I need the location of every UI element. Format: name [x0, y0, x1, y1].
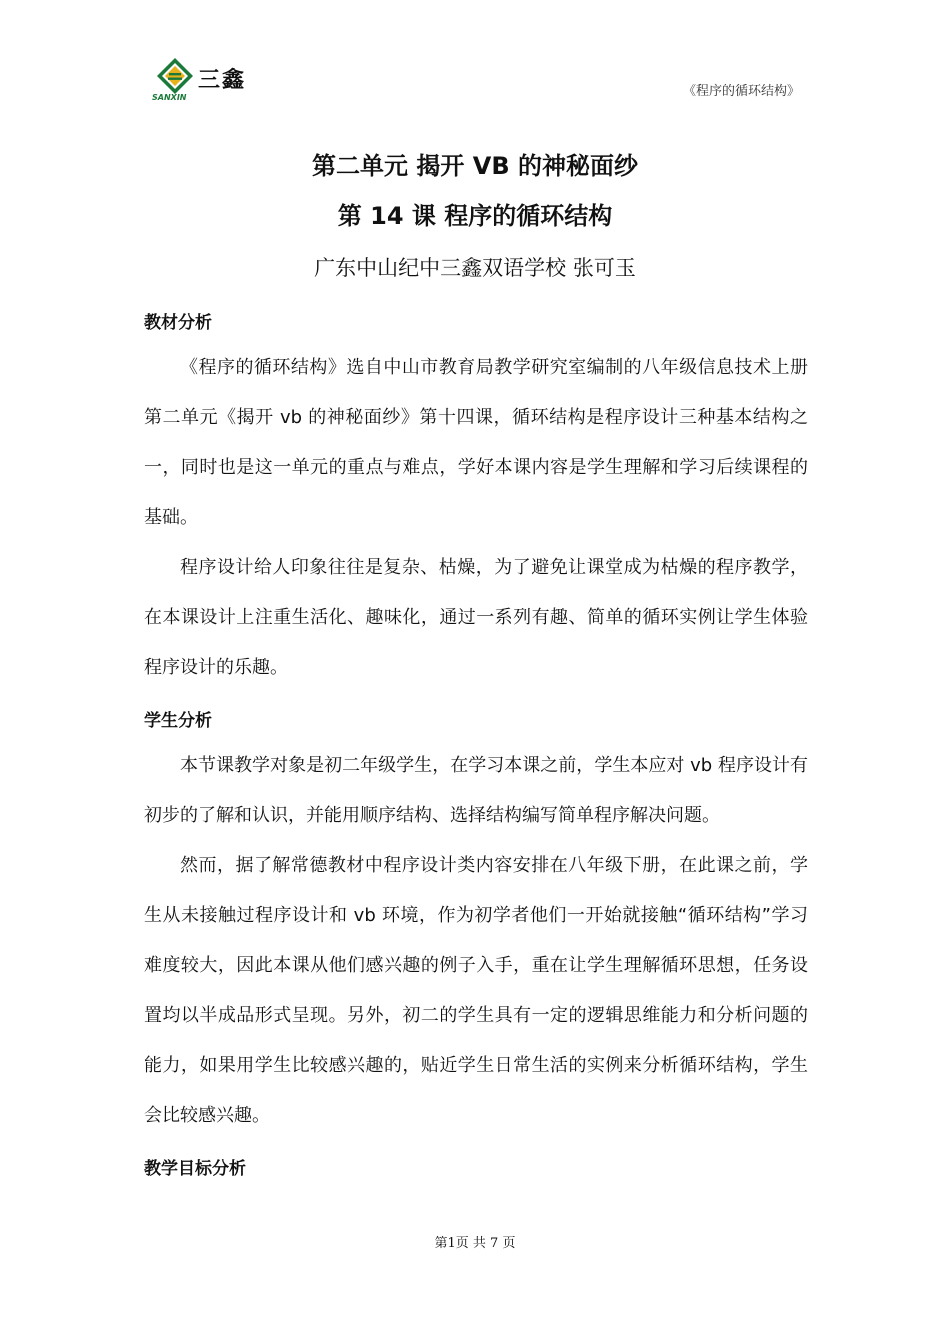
section-heading-material: 教材分析 [144, 313, 212, 333]
logo-english-name: SANXIN [152, 93, 187, 102]
author-line: 广东中山纪中三鑫双语学校 张可玉 [314, 256, 636, 280]
paragraph-material-1: 《程序的循环结构》选自中山市教育局教学研究室编制的八年级信息技术上册第二单元《揭开 vb 的神秘面纱》第十四课，循环结构是程序设计三种基本结构之一，同时也是这一单元的重点与难点，学好本课内容是学生理解和学习后续课程的基础。 [144, 357, 808, 528]
paragraph-material-2: 程序设计给人印象往往是复杂、枯燥，为了避免让课堂成为枯燥的程序教学，在本课设计上注重生活化、趣味化，通过一系列有趣、简单的循环实例让学生体验程序设计的乐趣。 [144, 557, 808, 678]
paragraph-student-1: 本节课教学对象是初二年级学生，在学习本课之前，学生本应对 vb 程序设计有初步的了解和认识，并能用顺序结构、选择结构编写简单程序解决问题。 [144, 755, 808, 826]
unit-title: 第二单元 揭开 VB 的神秘面纱 [312, 152, 638, 180]
logo-chinese-name: 三鑫 [198, 67, 247, 93]
header-document-title: 《程序的循环结构》 [682, 84, 800, 99]
section-heading-student: 学生分析 [144, 711, 212, 731]
section-heading-goals: 教学目标分析 [144, 1159, 246, 1179]
lesson-title: 第 14 课 程序的循环结构 [337, 202, 613, 230]
page-footer: 第1页 共 7 页 [434, 1236, 516, 1251]
sanxin-emblem-icon [156, 57, 194, 95]
page-header [0, 0, 950, 110]
paragraph-student-2: 然而，据了解常德教材中程序设计类内容安排在八年级下册，在此课之前，学生从未接触过程序设计和 vb 环境，作为初学者他们一开始就接触“循环结构”学习难度较大，因此本课从他们感兴趣的例子入手，重在让学生理解循环思想，任务设置均以半成品形式呈现。另外，初二的学生具有一定的逻辑思维能力和分析问题的能力，如果用学生比较感兴趣的，贴近学生日常生活的实例来分析循环结构，学生会比较感兴趣。 [144, 855, 808, 1126]
sanxin-logo [152, 55, 262, 107]
